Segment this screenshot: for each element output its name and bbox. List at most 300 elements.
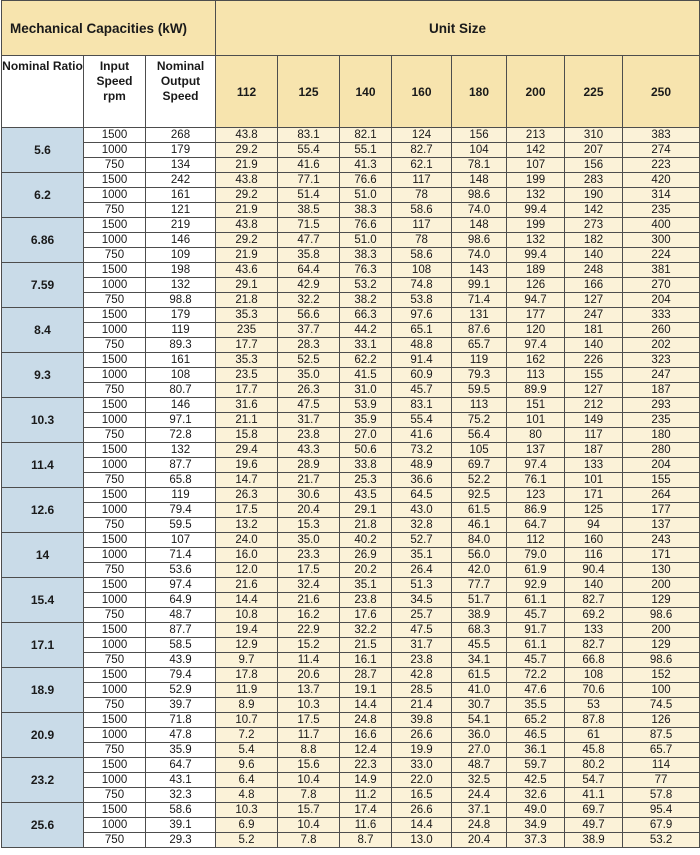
- output-speed-cell: 48.7: [146, 608, 216, 623]
- capacity-cell: 35.5: [507, 698, 565, 713]
- capacity-cell: 95.4: [623, 803, 700, 818]
- capacity-cell: 21.7: [278, 473, 340, 488]
- input-speed-cell: 1000: [84, 503, 146, 518]
- capacity-cell: 94.7: [507, 293, 565, 308]
- table-row: [2, 533, 700, 548]
- input-speed-cell: 1500: [84, 758, 146, 773]
- capacity-cell: 35.1: [392, 548, 452, 563]
- table-row: [2, 428, 700, 443]
- capacity-cell: 78: [392, 188, 452, 203]
- capacity-cell: 11.2: [340, 788, 392, 803]
- capacity-cell: 74.5: [623, 698, 700, 713]
- output-speed-cell: 119: [146, 488, 216, 503]
- capacity-cell: 43.3: [278, 443, 340, 458]
- capacity-cell: 82.7: [392, 143, 452, 158]
- input-speed-cell: 750: [84, 518, 146, 533]
- output-speed-cell: 146: [146, 398, 216, 413]
- input-speed-cell: 1000: [84, 593, 146, 608]
- table-row: [2, 683, 700, 698]
- capacity-cell: 226: [565, 353, 623, 368]
- capacity-cell: 148: [452, 173, 507, 188]
- capacity-cell: 29.2: [216, 233, 278, 248]
- capacity-cell: 90.4: [565, 563, 623, 578]
- capacity-cell: 104: [452, 143, 507, 158]
- capacity-cell: 155: [623, 473, 700, 488]
- capacity-cell: 74.0: [452, 203, 507, 218]
- capacity-cell: 83.1: [278, 128, 340, 143]
- nominal-ratio-cell: 5.6: [2, 128, 84, 173]
- capacity-cell: 5.4: [216, 743, 278, 758]
- table-row: [2, 563, 700, 578]
- capacity-cell: 41.1: [565, 788, 623, 803]
- mechanical-capacities-table: [1, 0, 700, 848]
- capacity-cell: 117: [392, 218, 452, 233]
- capacity-cell: 51.0: [340, 233, 392, 248]
- capacity-cell: 50.6: [340, 443, 392, 458]
- output-speed-cell: 134: [146, 158, 216, 173]
- capacity-cell: 15.6: [278, 758, 340, 773]
- table-row: [2, 353, 700, 368]
- capacity-cell: 97.6: [392, 308, 452, 323]
- capacity-cell: 65.7: [623, 743, 700, 758]
- unit-size-250: 250: [623, 56, 700, 128]
- capacity-cell: 149: [565, 413, 623, 428]
- capacity-cell: 77.1: [278, 173, 340, 188]
- capacity-cell: 114: [623, 758, 700, 773]
- table-row: [2, 458, 700, 473]
- capacity-cell: 12.4: [340, 743, 392, 758]
- capacity-cell: 10.3: [216, 803, 278, 818]
- capacity-cell: 16.1: [340, 653, 392, 668]
- output-speed-cell: 39.7: [146, 698, 216, 713]
- capacity-cell: 58.6: [392, 248, 452, 263]
- capacity-cell: 224: [623, 248, 700, 263]
- capacity-cell: 108: [565, 668, 623, 683]
- table-row: [2, 638, 700, 653]
- capacity-cell: 17.7: [216, 338, 278, 353]
- capacity-cell: 48.8: [392, 338, 452, 353]
- capacity-cell: 60.9: [392, 368, 452, 383]
- capacity-cell: 283: [565, 173, 623, 188]
- capacity-cell: 53.8: [392, 293, 452, 308]
- capacity-cell: 127: [565, 383, 623, 398]
- capacity-cell: 36.0: [452, 728, 507, 743]
- capacity-cell: 13.7: [278, 683, 340, 698]
- capacity-cell: 48.7: [452, 758, 507, 773]
- capacity-cell: 12.0: [216, 563, 278, 578]
- table-row: [2, 803, 700, 818]
- capacity-cell: 235: [623, 413, 700, 428]
- capacity-cell: 32.6: [507, 788, 565, 803]
- table-row: [2, 398, 700, 413]
- table-row: [2, 278, 700, 293]
- capacity-cell: 48.9: [392, 458, 452, 473]
- table-row: [2, 698, 700, 713]
- capacity-cell: 19.9: [392, 743, 452, 758]
- capacity-cell: 14.7: [216, 473, 278, 488]
- output-speed-cell: 119: [146, 323, 216, 338]
- capacity-cell: 25.7: [392, 608, 452, 623]
- capacity-cell: 31.6: [216, 398, 278, 413]
- input-speed-cell: 1000: [84, 143, 146, 158]
- capacity-cell: 148: [452, 218, 507, 233]
- capacity-cell: 21.8: [340, 518, 392, 533]
- input-speed-cell: 1500: [84, 713, 146, 728]
- capacity-cell: 142: [565, 203, 623, 218]
- capacity-cell: 22.0: [392, 773, 452, 788]
- table-row: [2, 128, 700, 143]
- capacity-cell: 51.3: [392, 578, 452, 593]
- nominal-ratio-cell: 20.9: [2, 713, 84, 758]
- capacity-cell: 84.0: [452, 533, 507, 548]
- capacity-cell: 20.6: [278, 668, 340, 683]
- capacity-cell: 113: [452, 398, 507, 413]
- capacity-cell: 31.7: [392, 638, 452, 653]
- capacity-cell: 97.4: [507, 458, 565, 473]
- capacity-cell: 26.6: [392, 803, 452, 818]
- capacity-cell: 273: [565, 218, 623, 233]
- table-row: [2, 833, 700, 848]
- capacity-cell: 23.5: [216, 368, 278, 383]
- capacity-cell: 15.2: [278, 638, 340, 653]
- unit-size-160: 160: [392, 56, 452, 128]
- output-speed-cell: 87.7: [146, 458, 216, 473]
- capacity-cell: 181: [565, 323, 623, 338]
- capacity-cell: 27.0: [340, 428, 392, 443]
- capacity-cell: 35.8: [278, 248, 340, 263]
- capacity-cell: 20.2: [340, 563, 392, 578]
- capacity-cell: 26.3: [278, 383, 340, 398]
- capacity-cell: 79.0: [507, 548, 565, 563]
- capacity-cell: 140: [565, 578, 623, 593]
- unit-size-header: Unit Size: [216, 1, 700, 56]
- capacity-cell: 65.2: [507, 713, 565, 728]
- capacity-cell: 56.6: [278, 308, 340, 323]
- capacity-cell: 132: [507, 188, 565, 203]
- capacity-cell: 130: [623, 563, 700, 578]
- capacity-cell: 33.8: [340, 458, 392, 473]
- input-speed-cell: 1000: [84, 233, 146, 248]
- output-speed-cell: 29.3: [146, 833, 216, 848]
- capacity-cell: 19.1: [340, 683, 392, 698]
- capacity-cell: 151: [507, 398, 565, 413]
- table-row: [2, 308, 700, 323]
- table-row: [2, 383, 700, 398]
- input-speed-cell: 1500: [84, 488, 146, 503]
- capacity-cell: 43.8: [216, 128, 278, 143]
- capacity-cell: 32.5: [452, 773, 507, 788]
- capacity-cell: 20.4: [278, 503, 340, 518]
- capacity-cell: 10.8: [216, 608, 278, 623]
- output-speed-cell: 121: [146, 203, 216, 218]
- capacity-cell: 52.7: [392, 533, 452, 548]
- capacity-cell: 4.8: [216, 788, 278, 803]
- capacity-cell: 76.1: [507, 473, 565, 488]
- capacity-cell: 187: [565, 443, 623, 458]
- capacity-cell: 43.5: [340, 488, 392, 503]
- output-speed-cell: 98.8: [146, 293, 216, 308]
- capacity-cell: 17.5: [278, 563, 340, 578]
- capacity-cell: 323: [623, 353, 700, 368]
- capacity-cell: 21.9: [216, 158, 278, 173]
- input-speed-cell: 1500: [84, 443, 146, 458]
- capacity-cell: 64.4: [278, 263, 340, 278]
- capacity-cell: 127: [565, 293, 623, 308]
- capacity-cell: 82.7: [565, 593, 623, 608]
- capacity-cell: 21.8: [216, 293, 278, 308]
- output-speed-cell: 179: [146, 143, 216, 158]
- capacity-cell: 42.8: [392, 668, 452, 683]
- capacity-cell: 53.9: [340, 398, 392, 413]
- capacity-cell: 101: [565, 473, 623, 488]
- capacity-cell: 49.0: [507, 803, 565, 818]
- capacity-cell: 247: [623, 368, 700, 383]
- input-speed-cell: 750: [84, 248, 146, 263]
- capacity-cell: 293: [623, 398, 700, 413]
- capacity-cell: 31.7: [278, 413, 340, 428]
- output-speed-cell: 65.8: [146, 473, 216, 488]
- capacity-cell: 6.9: [216, 818, 278, 833]
- input-speed-cell: 750: [84, 158, 146, 173]
- capacity-cell: 49.7: [565, 818, 623, 833]
- capacity-cell: 9.7: [216, 653, 278, 668]
- capacity-cell: 98.6: [452, 233, 507, 248]
- capacity-cell: 64.7: [507, 518, 565, 533]
- capacity-cell: 73.2: [392, 443, 452, 458]
- capacity-cell: 69.2: [565, 608, 623, 623]
- capacity-cell: 44.2: [340, 323, 392, 338]
- input-speed-cell: 750: [84, 428, 146, 443]
- capacity-cell: 61.1: [507, 593, 565, 608]
- input-speed-cell: 1000: [84, 458, 146, 473]
- table-row: [2, 728, 700, 743]
- capacity-cell: 35.0: [278, 368, 340, 383]
- capacity-cell: 125: [565, 503, 623, 518]
- capacity-cell: 12.9: [216, 638, 278, 653]
- table-row: [2, 653, 700, 668]
- output-speed-cell: 198: [146, 263, 216, 278]
- capacity-cell: 6.4: [216, 773, 278, 788]
- output-speed-cell: 107: [146, 533, 216, 548]
- capacity-cell: 52.2: [452, 473, 507, 488]
- capacity-cell: 69.7: [565, 803, 623, 818]
- input-speed-cell: 750: [84, 293, 146, 308]
- table-row: [2, 248, 700, 263]
- input-speed-header: Input Speed rpm: [84, 56, 146, 128]
- capacity-cell: 35.9: [340, 413, 392, 428]
- input-speed-cell: 750: [84, 743, 146, 758]
- capacity-cell: 52.5: [278, 353, 340, 368]
- table-row: [2, 788, 700, 803]
- input-speed-cell: 1000: [84, 323, 146, 338]
- capacity-cell: 100: [623, 683, 700, 698]
- capacity-cell: 11.7: [278, 728, 340, 743]
- capacity-cell: 31.0: [340, 383, 392, 398]
- input-speed-cell: 1000: [84, 818, 146, 833]
- capacity-cell: 223: [623, 158, 700, 173]
- table-row: [2, 608, 700, 623]
- capacity-cell: 92.9: [507, 578, 565, 593]
- capacity-cell: 199: [507, 173, 565, 188]
- capacity-cell: 123: [507, 488, 565, 503]
- capacity-cell: 25.3: [340, 473, 392, 488]
- input-speed-cell: 1000: [84, 638, 146, 653]
- unit-size-180: 180: [452, 56, 507, 128]
- capacity-cell: 105: [452, 443, 507, 458]
- capacity-cell: 99.4: [507, 248, 565, 263]
- input-speed-cell: 1500: [84, 173, 146, 188]
- capacity-cell: 28.5: [392, 683, 452, 698]
- capacity-cell: 45.7: [507, 608, 565, 623]
- capacity-cell: 15.7: [278, 803, 340, 818]
- capacity-cell: 19.4: [216, 623, 278, 638]
- capacity-cell: 53.2: [623, 833, 700, 848]
- capacity-cell: 29.2: [216, 188, 278, 203]
- capacity-cell: 235: [216, 323, 278, 338]
- capacity-cell: 17.7: [216, 383, 278, 398]
- capacity-cell: 381: [623, 263, 700, 278]
- input-speed-cell: 750: [84, 473, 146, 488]
- capacity-cell: 71.4: [452, 293, 507, 308]
- table-row: [2, 713, 700, 728]
- nominal-ratio-cell: 18.9: [2, 668, 84, 713]
- table-row: [2, 473, 700, 488]
- capacity-cell: 400: [623, 218, 700, 233]
- capacity-cell: 99.1: [452, 278, 507, 293]
- table-row: [2, 668, 700, 683]
- capacity-cell: 34.5: [392, 593, 452, 608]
- table-row: [2, 158, 700, 173]
- capacity-cell: 17.8: [216, 668, 278, 683]
- capacity-cell: 45.7: [507, 653, 565, 668]
- capacity-cell: 38.3: [340, 203, 392, 218]
- capacity-cell: 51.0: [340, 188, 392, 203]
- capacity-cell: 38.9: [565, 833, 623, 848]
- input-speed-cell: 1500: [84, 218, 146, 233]
- capacity-cell: 132: [507, 233, 565, 248]
- capacity-cell: 23.8: [340, 593, 392, 608]
- output-speed-cell: 58.6: [146, 803, 216, 818]
- input-speed-cell: 750: [84, 563, 146, 578]
- capacity-cell: 55.4: [278, 143, 340, 158]
- capacity-cell: 94: [565, 518, 623, 533]
- capacity-cell: 124: [392, 128, 452, 143]
- capacity-cell: 57.8: [623, 788, 700, 803]
- output-speed-cell: 59.5: [146, 518, 216, 533]
- capacity-cell: 65.1: [392, 323, 452, 338]
- capacity-cell: 383: [623, 128, 700, 143]
- capacity-cell: 47.5: [278, 398, 340, 413]
- capacity-cell: 171: [565, 488, 623, 503]
- capacity-cell: 155: [565, 368, 623, 383]
- nominal-ratio-cell: 9.3: [2, 353, 84, 398]
- capacity-cell: 11.4: [278, 653, 340, 668]
- capacity-cell: 21.9: [216, 248, 278, 263]
- capacity-cell: 54.7: [565, 773, 623, 788]
- capacity-cell: 126: [623, 713, 700, 728]
- capacity-cell: 333: [623, 308, 700, 323]
- capacity-cell: 177: [623, 503, 700, 518]
- capacity-cell: 61.5: [452, 503, 507, 518]
- capacity-cell: 40.2: [340, 533, 392, 548]
- input-speed-cell: 1500: [84, 353, 146, 368]
- capacity-cell: 300: [623, 233, 700, 248]
- capacity-cell: 204: [623, 458, 700, 473]
- capacity-cell: 46.1: [452, 518, 507, 533]
- capacity-cell: 180: [623, 428, 700, 443]
- capacity-cell: 58.6: [392, 203, 452, 218]
- unit-size-125: 125: [278, 56, 340, 128]
- capacity-cell: 42.9: [278, 278, 340, 293]
- capacity-cell: 21.6: [216, 578, 278, 593]
- output-speed-cell: 89.3: [146, 338, 216, 353]
- output-speed-cell: 35.9: [146, 743, 216, 758]
- capacity-cell: 32.4: [278, 578, 340, 593]
- capacity-cell: 204: [623, 293, 700, 308]
- capacity-cell: 29.4: [216, 443, 278, 458]
- capacity-cell: 16.2: [278, 608, 340, 623]
- capacity-cell: 24.4: [452, 788, 507, 803]
- input-speed-cell: 750: [84, 788, 146, 803]
- table-row: [2, 368, 700, 383]
- table-row: [2, 818, 700, 833]
- capacity-cell: 14.9: [340, 773, 392, 788]
- capacity-cell: 66.8: [565, 653, 623, 668]
- capacity-cell: 199: [507, 218, 565, 233]
- capacity-cell: 41.0: [452, 683, 507, 698]
- input-speed-cell: 1500: [84, 533, 146, 548]
- input-speed-cell: 1000: [84, 278, 146, 293]
- nominal-ratio-cell: 17.1: [2, 623, 84, 668]
- capacity-cell: 47.6: [507, 683, 565, 698]
- capacity-cell: 7.8: [278, 788, 340, 803]
- nominal-ratio-cell: 12.6: [2, 488, 84, 533]
- capacity-cell: 39.8: [392, 713, 452, 728]
- table-row: [2, 203, 700, 218]
- capacity-cell: 8.7: [340, 833, 392, 848]
- capacity-cell: 14.4: [392, 818, 452, 833]
- output-speed-cell: 64.7: [146, 758, 216, 773]
- capacity-cell: 129: [623, 638, 700, 653]
- capacity-cell: 98.6: [452, 188, 507, 203]
- input-speed-cell: 750: [84, 833, 146, 848]
- capacity-cell: 71.5: [278, 218, 340, 233]
- input-speed-cell: 1500: [84, 398, 146, 413]
- capacity-cell: 82.7: [565, 638, 623, 653]
- capacity-cell: 7.2: [216, 728, 278, 743]
- capacity-cell: 13.2: [216, 518, 278, 533]
- capacity-cell: 42.5: [507, 773, 565, 788]
- capacity-cell: 42.0: [452, 563, 507, 578]
- capacity-cell: 34.1: [452, 653, 507, 668]
- output-speed-cell: 179: [146, 308, 216, 323]
- capacity-cell: 22.3: [340, 758, 392, 773]
- capacity-cell: 61.1: [507, 638, 565, 653]
- table-row: [2, 173, 700, 188]
- nominal-ratio-cell: 10.3: [2, 398, 84, 443]
- capacity-cell: 10.7: [216, 713, 278, 728]
- nominal-ratio-cell: 7.59: [2, 263, 84, 308]
- capacity-cell: 65.7: [452, 338, 507, 353]
- capacity-cell: 202: [623, 338, 700, 353]
- output-speed-cell: 161: [146, 188, 216, 203]
- capacity-cell: 30.7: [452, 698, 507, 713]
- capacity-cell: 207: [565, 143, 623, 158]
- capacity-cell: 133: [565, 458, 623, 473]
- output-speed-cell: 146: [146, 233, 216, 248]
- output-speed-cell: 71.8: [146, 713, 216, 728]
- capacity-cell: 53.2: [340, 278, 392, 293]
